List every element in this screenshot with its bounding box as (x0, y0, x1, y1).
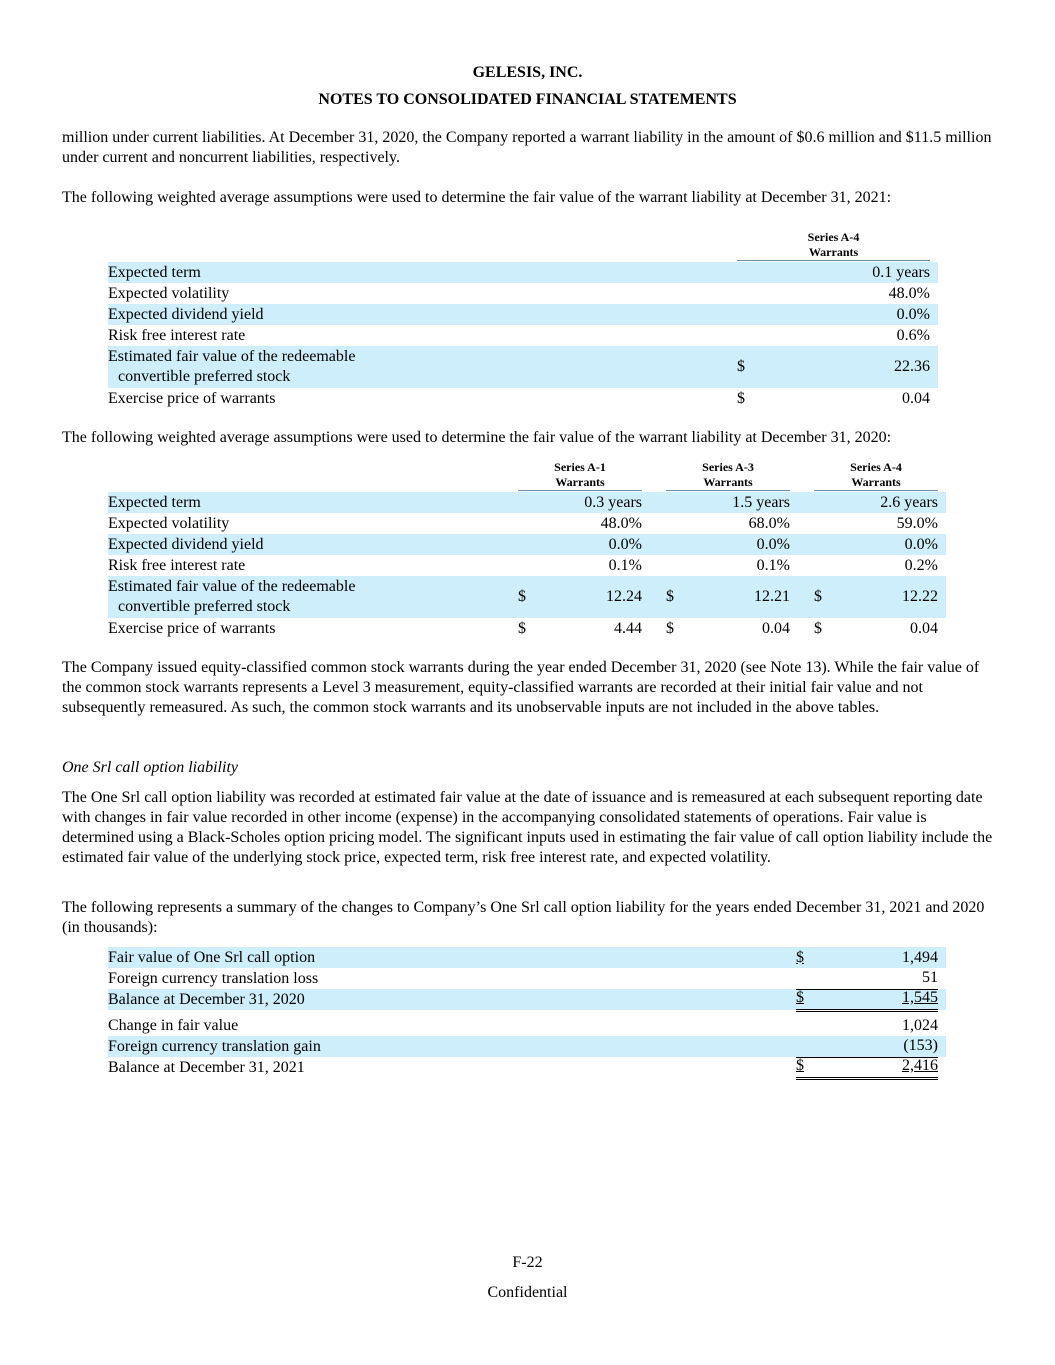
cell-value: 2,416 (902, 1057, 938, 1074)
column-header (666, 460, 790, 491)
amount-cell (796, 1036, 938, 1058)
row-label-text: Risk free interest rate (108, 556, 246, 574)
paragraph: The following weighted average assumptions were used to determine the fair value of the warrant liability at December 31, 2020: (62, 429, 892, 446)
row-label (108, 326, 737, 346)
column-header (737, 230, 930, 261)
table-row (108, 283, 938, 304)
row-label-text: Risk free interest rate (108, 326, 246, 344)
row-label-text: Expected volatility (108, 284, 230, 302)
row-label: Fair value of One Srl call option (108, 948, 316, 966)
cell-value: 0.3 years (584, 493, 642, 511)
table-row (108, 989, 946, 1010)
amount-cell (796, 1015, 938, 1036)
row-label-text: Expected dividend yield (108, 535, 264, 553)
cell-value: 0.0% (608, 535, 642, 553)
row-label (108, 514, 518, 534)
cell-value: 0.0% (896, 305, 930, 323)
currency-symbol: $ (737, 389, 745, 407)
cell-value: 12.22 (902, 588, 938, 605)
column-header-line: Series A-4 (850, 460, 902, 474)
currency-symbol: $ (814, 588, 822, 605)
table-row (108, 555, 946, 576)
row-label-text: Expected term (108, 263, 201, 281)
column-header (518, 460, 642, 491)
cell-value: 48.0% (888, 284, 930, 302)
paragraph: The Company issued equity-classified common stock warrants during the year ended December 31, 2020 (see Note 13). While the fair value of the common stock warrants represents a Level 3 measurement, equity-classified warrants are recorded at their initial fair value and not subsequently remeasured. As such, the common stock warrants and its unobservable inputs are not included in the above tables. (62, 659, 980, 716)
column-header-line: Series A-1 (554, 460, 606, 474)
row-label (108, 493, 518, 513)
row-label: Balance at December 31, 2020 (108, 990, 305, 1008)
cell-value: (153) (903, 1037, 938, 1054)
cell-value: 1,545 (902, 989, 938, 1006)
table-row (108, 1057, 946, 1078)
row-label-text: Estimated fair value of the redeemable (108, 348, 356, 365)
row-label (108, 556, 518, 576)
table-row (108, 1015, 946, 1036)
cell-value: 4.44 (614, 619, 642, 637)
cell-value: 68.0% (748, 514, 790, 532)
paragraph: million under current liabilities. At December 31, 2020, the Company reported a warrant liability in the amount of $0.6 million and $11.5 million under current and noncurrent liabilities, respectively. (62, 129, 992, 166)
row-label (108, 263, 737, 283)
table-body (108, 492, 946, 639)
cell-value: 0.0% (756, 535, 790, 553)
paragraph: The following weighted average assumptions were used to determine the fair value of the warrant liability at December 31, 2021: (62, 189, 892, 206)
row-label (108, 619, 518, 639)
cell-value: 12.24 (606, 588, 642, 605)
row-label (108, 305, 737, 325)
table-row (108, 325, 938, 346)
cell-value: 1.5 years (732, 493, 790, 511)
row-label-text: convertible preferred stock (118, 598, 291, 615)
cell-value: 1,024 (902, 1016, 938, 1034)
cell-value: 0.1% (608, 556, 642, 574)
cell-value: 22.36 (894, 358, 930, 375)
table-row (108, 576, 946, 618)
column-header-line: Warrants (808, 245, 859, 259)
cell-value: 2.6 years (880, 493, 938, 511)
page-number: F-22 (512, 1254, 543, 1271)
currency-symbol: $ (796, 948, 804, 966)
amount-cell (796, 1056, 938, 1080)
confidential-label: Confidential (487, 1284, 568, 1301)
cell-value: 12.21 (754, 588, 790, 605)
row-label (108, 389, 737, 409)
table-row (108, 513, 946, 534)
amount-cell (796, 988, 938, 1012)
page-title: NOTES TO CONSOLIDATED FINANCIAL STATEMENTS (318, 91, 737, 108)
currency-symbol: $ (518, 588, 526, 605)
table-row (108, 304, 938, 325)
cell-value: 0.2% (904, 556, 938, 574)
column-header-line: Warrants (851, 475, 901, 489)
row-label (108, 347, 737, 387)
currency-symbol: $ (666, 619, 674, 637)
row-label-text: Estimated fair value of the redeemable (108, 578, 356, 595)
cell-value: 48.0% (600, 514, 642, 532)
table-body (108, 947, 946, 1078)
currency-symbol: $ (796, 989, 804, 1006)
row-label: Balance at December 31, 2021 (108, 1058, 305, 1076)
cell-value: 0.1% (756, 556, 790, 574)
amount-cell (796, 947, 938, 968)
table-row (108, 968, 946, 989)
row-label (108, 577, 518, 617)
table-row (108, 262, 938, 283)
currency-symbol: $ (666, 588, 674, 605)
table-body (108, 262, 938, 409)
cell-value: 0.04 (902, 389, 930, 407)
row-label-text: convertible preferred stock (118, 368, 291, 385)
table-row (108, 534, 946, 555)
column-header-line: Warrants (703, 475, 753, 489)
currency-symbol: $ (814, 619, 822, 637)
row-label-text: Expected dividend yield (108, 305, 264, 323)
cell-value: 0.04 (762, 619, 790, 637)
paragraph: The following represents a summary of the changes to Company’s One Srl call option liability for the years ended December 31, 2021 and 2020 (in thousands): (62, 899, 985, 936)
table-row (108, 492, 946, 513)
cell-value: 1,494 (902, 948, 938, 966)
cell-value: 51 (922, 969, 938, 986)
table-row (108, 1036, 946, 1057)
cell-value: 0.1 years (872, 263, 930, 281)
row-label (108, 535, 518, 555)
cell-value: 59.0% (896, 514, 938, 532)
currency-symbol: $ (518, 619, 526, 637)
row-label: Foreign currency translation loss (108, 969, 319, 987)
section-heading: One Srl call option liability (62, 759, 238, 776)
paragraph: The One Srl call option liability was recorded at estimated fair value at the date of issuance and is remeasured at each subsequent reporting date with changes in fair value recorded in other income (expense) in the accompanying consolidated statements of operations. Fair value is determined using a Black-Scholes option pricing model. The significant inputs used in estimating the fair value of call option liability include the estimated fair value of the underlying stock price, expected term, risk free interest rate, and expected volatility. (62, 789, 993, 866)
row-label: Change in fair value (108, 1016, 239, 1034)
company-name: GELESIS, INC. (472, 64, 583, 81)
cell-value: 0.0% (904, 535, 938, 553)
row-label-text: Exercise price of warrants (108, 389, 276, 407)
column-header-line: Series A-4 (807, 230, 860, 244)
table-row (108, 947, 946, 968)
currency-symbol: $ (796, 1057, 804, 1074)
column-header-line: Series A-3 (702, 460, 754, 474)
amount-cell (796, 968, 938, 990)
table-row (108, 618, 946, 639)
table-row (108, 388, 938, 409)
table-row (108, 346, 938, 388)
row-label-text: Expected volatility (108, 514, 230, 532)
row-label (108, 284, 737, 304)
currency-symbol: $ (737, 358, 745, 375)
column-header-line: Warrants (555, 475, 605, 489)
cell-value: 0.6% (896, 326, 930, 344)
row-label: Foreign currency translation gain (108, 1037, 321, 1055)
column-header (814, 460, 938, 491)
row-label-text: Exercise price of warrants (108, 619, 276, 637)
cell-value: 0.04 (910, 619, 938, 637)
row-label-text: Expected term (108, 493, 201, 511)
